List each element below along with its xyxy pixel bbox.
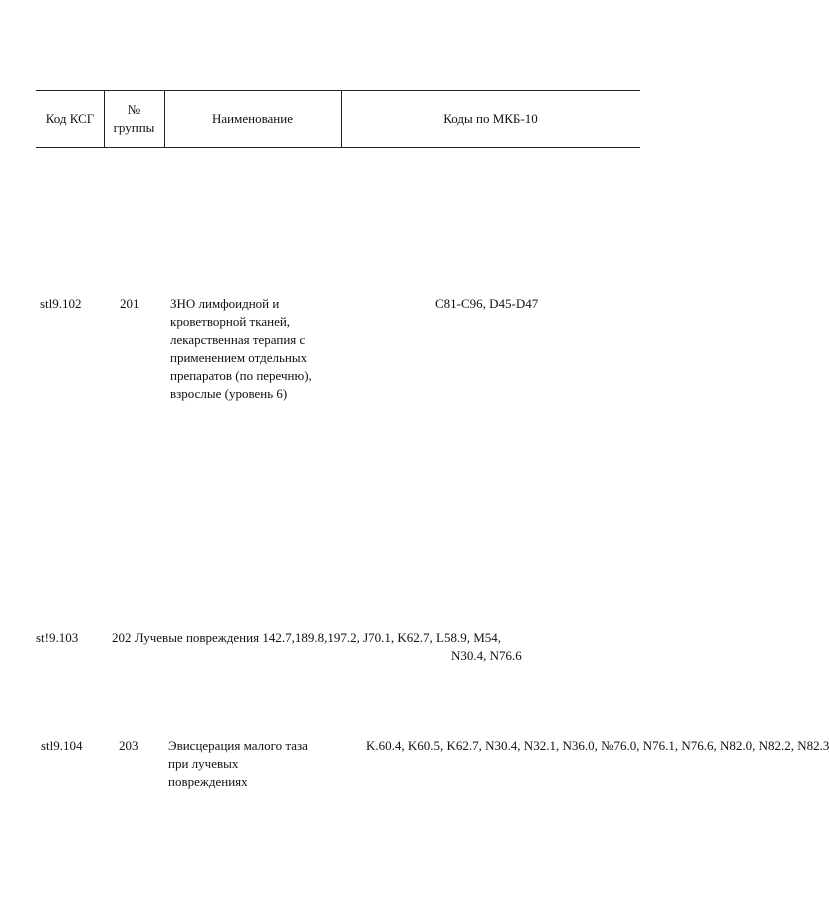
- header-group-label: № группы: [113, 101, 155, 135]
- header-icd-label: Коды по МКБ-10: [443, 110, 538, 126]
- header-name: [164, 90, 341, 147]
- header-icd: [341, 90, 640, 147]
- row2-line1: 202 Лучевые повреждения 142.7,189.8,197.2, J70.1, K62.7, L58.9, M54,: [112, 630, 502, 645]
- header-code-label: Код КСГ: [45, 110, 95, 126]
- row2-icd-line2: N30.4, N76.6: [451, 648, 522, 663]
- row3-icd: K.60.4, K60.5, K62.7, N30.4, N32.1, N36.0, №76.0, N76.1, N76.6, N82.0, N82.2, N82.3: [366, 738, 829, 753]
- row2-code: st!9.103: [36, 630, 79, 645]
- row1-code: stl9.102: [40, 296, 82, 311]
- header-group: [104, 90, 164, 147]
- header-name-label: Наименование: [212, 110, 293, 126]
- row1-name: ЗНО лимфоидной и кроветворной тканей, лекарственная терапия с применением отдельных препаратов (по перечню), взрослые (уровень 6): [170, 296, 312, 401]
- row3-group: 203: [119, 738, 139, 753]
- row3-name: Эвисцерация малого таза при лучевых повреждениях: [168, 738, 308, 789]
- row1-icd: C81-C96, D45-D47: [435, 296, 539, 311]
- row3-code: stl9.104: [41, 738, 83, 753]
- header-code: [36, 90, 104, 147]
- header-bottom-border: [36, 147, 640, 148]
- row1-group: 201: [120, 296, 140, 311]
